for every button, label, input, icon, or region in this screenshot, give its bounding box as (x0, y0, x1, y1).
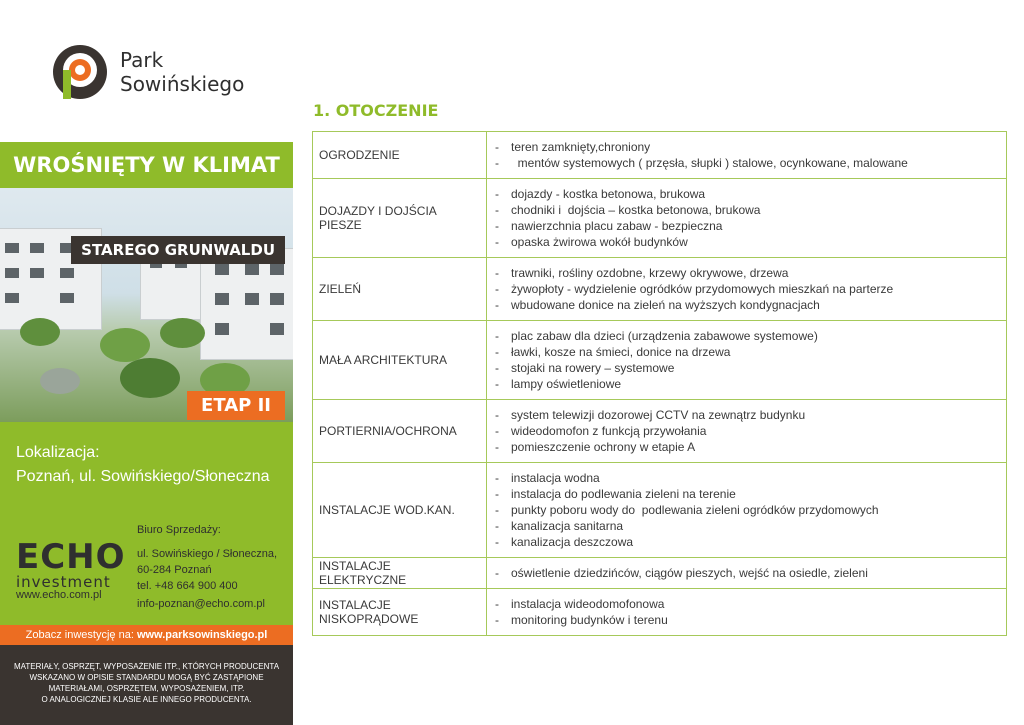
list-item-text: instalacja wideodomofonowa (511, 597, 665, 611)
list-item-text: stojaki na rowery – systemowe (511, 361, 675, 375)
items-cell (487, 589, 1007, 636)
items-cell (487, 558, 1007, 589)
disclaimer-line: MATERIAŁAMI, OSPRZĘTEM, WYPOSAŻENIEM, ITP. (48, 684, 245, 693)
list-item-text: wideodomofon z funkcją przywołania (511, 424, 707, 438)
table-row (313, 132, 1007, 179)
items-cell (487, 132, 1007, 179)
list-item (495, 344, 1000, 360)
brand-line-2: Sowińskiego (120, 72, 245, 96)
cta-bar (0, 625, 293, 645)
cta-link[interactable]: www.parksowinskiego.pl (136, 629, 268, 641)
list-item-text: monitoring budynków i terenu (511, 613, 668, 627)
list-item (495, 470, 1000, 486)
echo-investment-logo (16, 537, 126, 591)
location-value: Poznań, ul. Sowińskiego/Słoneczna (16, 468, 270, 485)
list-item-text: kanalizacja sanitarna (511, 519, 624, 533)
list-item-text: chodniki i dojścia – kostka betonowa, brukowa (511, 203, 761, 217)
subheadline: STAREGO GRUNWALDU (71, 236, 285, 264)
items-cell (487, 258, 1007, 321)
list-dash: - (495, 266, 499, 280)
table-row (313, 589, 1007, 636)
building-rendering-image (0, 188, 293, 422)
list-dash: - (495, 377, 499, 391)
list-dash: - (495, 361, 499, 375)
list-dash: - (495, 345, 499, 359)
category-cell: DOJAZDY I DOJŚCIA PIESZE (313, 179, 487, 258)
list-dash: - (495, 597, 499, 611)
list-item (495, 297, 1000, 313)
section-title: 1. OTOCZENIE (313, 101, 439, 120)
list-item-text: teren zamknięty,chroniony (511, 140, 651, 154)
list-item (495, 265, 1000, 281)
list-item (495, 534, 1000, 550)
list-dash: - (495, 471, 499, 485)
spec-table (312, 131, 1007, 636)
list-item (495, 407, 1000, 423)
list-item-text: dojazdy - kostka betonowa, brukowa (511, 187, 706, 201)
list-dash: - (495, 156, 499, 170)
office-email[interactable]: info-poznan@echo.com.pl (137, 598, 265, 610)
list-dash: - (495, 519, 499, 533)
category-cell: ZIELEŃ (313, 258, 487, 321)
disclaimer-line: WSKAZANO W OPISIE STANDARDU MOGĄ BYĆ ZASTĄPIONE (29, 673, 264, 682)
list-item (495, 423, 1000, 439)
office-address-2: 60-284 Poznań (137, 564, 212, 576)
location-label: Lokalizacja: (16, 444, 100, 461)
list-item-text: lampy oświetleniowe (511, 377, 622, 391)
list-item (495, 518, 1000, 534)
office-address-1: ul. Sowińskiego / Słoneczna, (137, 548, 278, 560)
list-item-text: instalacja do podlewania zieleni na terenie (511, 487, 736, 501)
list-item-text: opaska żwirowa wokół budynków (511, 235, 688, 249)
list-item (495, 234, 1000, 250)
list-dash: - (495, 282, 499, 296)
table-row (313, 558, 1007, 589)
table-row (313, 321, 1007, 400)
items-cell (487, 179, 1007, 258)
category-cell: OGRODZENIE (313, 132, 487, 179)
list-item-text: mentów systemowych ( przęsła, słupki ) stalowe, ocynkowane, malowane (511, 156, 908, 170)
list-item-text: punkty poboru wody do podlewania zieleni ogródków przydomowych (511, 503, 879, 517)
promo-panel (0, 142, 293, 725)
list-item-text: plac zabaw dla dzieci (urządzenia zabawowe systemowe) (511, 329, 818, 343)
list-item (495, 612, 1000, 628)
list-dash: - (495, 203, 499, 217)
list-item-text: trawniki, rośliny ozdobne, krzewy okrywowe, drzewa (511, 266, 789, 280)
category-cell: PORTIERNIA/OCHRONA (313, 400, 487, 463)
etap-badge: ETAP II (187, 391, 285, 420)
office-phone[interactable]: tel. +48 664 900 400 (137, 580, 238, 592)
list-item (495, 186, 1000, 202)
list-dash: - (495, 440, 499, 454)
list-item-text: instalacja wodna (511, 471, 600, 485)
list-item (495, 502, 1000, 518)
list-item (495, 376, 1000, 392)
table-row (313, 463, 1007, 558)
disclaimer-line: O ANALOGICZNEJ KLASIE ALE INNEGO PRODUCENTA. (41, 695, 252, 704)
disclaimer-line: MATERIAŁY, OSPRZĘT, WYPOSAŻENIE ITP., KTÓRYCH PRODUCENTA (13, 662, 280, 671)
list-item-text: wbudowane donice na zieleń na wyższych kondygnacjach (511, 298, 820, 312)
list-item (495, 328, 1000, 344)
list-dash: - (495, 235, 499, 249)
list-item (495, 281, 1000, 297)
office-title: Biuro Sprzedaży: (137, 524, 221, 536)
list-dash: - (495, 487, 499, 501)
category-cell: INSTALACJE NISKOPRĄDOWE (313, 589, 487, 636)
disclaimer (0, 645, 293, 725)
park-logo-icon (50, 42, 110, 102)
list-item (495, 155, 1000, 171)
sales-office (137, 522, 277, 612)
list-item (495, 139, 1000, 155)
list-item (495, 486, 1000, 502)
list-dash: - (495, 613, 499, 627)
list-item-text: żywopłoty - wydzielenie ogródków przydomowych mieszkań na parterze (511, 282, 894, 296)
category-cell: INSTALACJE WOD.KAN. (313, 463, 487, 558)
list-dash: - (495, 140, 499, 154)
park-sowinskiego-logo (50, 42, 270, 106)
list-item-text: pomieszczenie ochrony w etapie A (511, 440, 696, 454)
list-dash: - (495, 187, 499, 201)
list-item-text: kanalizacja deszczowa (511, 535, 634, 549)
list-dash: - (495, 329, 499, 343)
echo-word: ECHO (16, 537, 126, 577)
list-dash: - (495, 408, 499, 422)
table-row (313, 400, 1007, 463)
echo-sub: investment (16, 573, 111, 591)
list-item (495, 565, 1000, 581)
list-item-text: oświetlenie dziedzińców, ciągów pieszych, wejść na osiedle, zieleni (511, 566, 868, 580)
list-dash: - (495, 535, 499, 549)
list-dash: - (495, 503, 499, 517)
list-item (495, 360, 1000, 376)
list-dash: - (495, 219, 499, 233)
items-cell (487, 321, 1007, 400)
list-item (495, 202, 1000, 218)
list-item-text: ławki, kosze na śmieci, donice na drzewa (511, 345, 731, 359)
category-cell: MAŁA ARCHITEKTURA (313, 321, 487, 400)
headline: WROŚNIĘTY W KLIMAT (0, 142, 293, 188)
list-item-text: system telewizji dozorowej CCTV na zewnątrz budynku (511, 408, 806, 422)
list-item (495, 439, 1000, 455)
items-cell (487, 400, 1007, 463)
list-item (495, 218, 1000, 234)
category-cell: INSTALACJE ELEKTRYCZNE (313, 558, 487, 589)
table-row (313, 179, 1007, 258)
list-dash: - (495, 566, 499, 580)
list-item-text: nawierzchnia placu zabaw - bezpieczna (511, 219, 723, 233)
list-item (495, 596, 1000, 612)
brand-line-1: Park (120, 48, 164, 72)
list-dash: - (495, 424, 499, 438)
list-dash: - (495, 298, 499, 312)
echo-website-link[interactable]: www.echo.com.pl (16, 589, 102, 601)
cta-prefix: Zobacz inwestycję na: (25, 629, 134, 641)
table-row (313, 258, 1007, 321)
items-cell (487, 463, 1007, 558)
brand-name (120, 48, 244, 96)
